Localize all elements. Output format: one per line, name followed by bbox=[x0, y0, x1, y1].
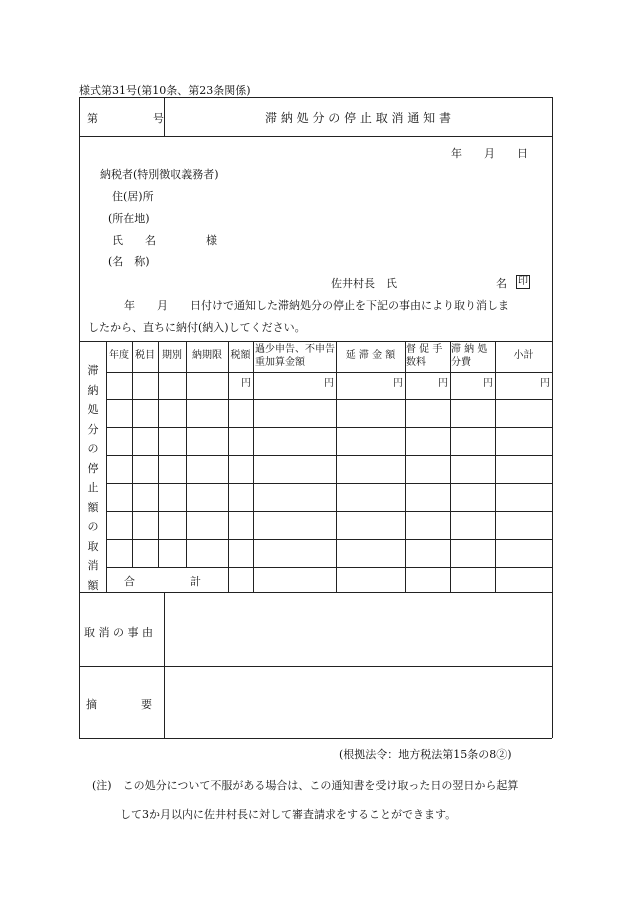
seal-text: 印 bbox=[518, 276, 528, 287]
side-label-char: 止 bbox=[87, 481, 99, 494]
side-label-char: 納 bbox=[87, 383, 99, 397]
side-label-char: 取 bbox=[87, 539, 99, 553]
name-label: 氏 名 bbox=[112, 234, 156, 247]
col-header-tax-item: 税目 bbox=[135, 350, 155, 361]
yen-unit: 円 bbox=[241, 378, 251, 389]
issuer-name-suffix: 名 bbox=[496, 277, 507, 290]
number-label: 第 号 bbox=[87, 112, 164, 125]
col-header-due-date: 納期限 bbox=[192, 350, 222, 361]
yen-unit: 円 bbox=[324, 378, 334, 389]
location-label: (所在地) bbox=[108, 212, 150, 225]
side-label-char: 消 bbox=[87, 559, 99, 572]
notice-line-2: したから、直ちに納付(納入)してください。 bbox=[88, 321, 306, 334]
total-label: 合 計 bbox=[124, 575, 201, 588]
side-label-char: の bbox=[87, 520, 99, 533]
side-label-char: 額 bbox=[87, 500, 99, 514]
legal-basis: (根拠法令：地方税法第15条の8②) bbox=[339, 748, 512, 761]
col-header-penalty: 過少申告、不申告重加算金額 bbox=[255, 344, 335, 368]
yen-unit: 円 bbox=[483, 378, 493, 389]
col-header-year: 年度 bbox=[109, 350, 129, 361]
form-number: 様式第31号(第10条、第23条関係) bbox=[79, 84, 251, 97]
col-header-period: 期別 bbox=[162, 350, 182, 361]
side-label-char: 分 bbox=[87, 422, 99, 436]
col-header-tax-amount: 税額 bbox=[230, 350, 251, 361]
side-label-char: 停 bbox=[87, 461, 99, 475]
col-header-subtotal: 小計 bbox=[513, 350, 534, 361]
issuer-title: 佐井村長 氏 bbox=[331, 277, 397, 290]
side-label-char: 額 bbox=[87, 578, 99, 592]
page-title: 滞 納 処 分 の 停 止 取 消 通 知 書 bbox=[265, 111, 451, 125]
yen-unit: 円 bbox=[393, 378, 403, 389]
address-label: 住(居)所 bbox=[112, 190, 154, 203]
date-label: 年 月 日 bbox=[451, 147, 528, 160]
side-label-char: 処 bbox=[87, 403, 99, 416]
note-line-2: して3か月以内に佐井村長に対して審査請求をすることができます。 bbox=[120, 808, 457, 821]
col-header-delinquency: 延 滞 金 額 bbox=[345, 350, 396, 361]
reason-label: 取 消 の 事 由 bbox=[84, 626, 153, 639]
seal-mark bbox=[516, 274, 530, 289]
yen-unit: 円 bbox=[540, 378, 550, 389]
yen-unit: 円 bbox=[438, 378, 448, 389]
summary-label: 摘 要 bbox=[86, 698, 152, 711]
side-label-char: の bbox=[87, 442, 99, 455]
col-header-dunning-fee: 督 促 手数料 bbox=[406, 344, 443, 368]
corp-name-label: (名 称) bbox=[108, 255, 150, 268]
taxpayer-label: 納税者(特別徴収義務者) bbox=[100, 168, 219, 181]
col-header-disposition-cost: 滞 納 処分費 bbox=[451, 344, 488, 368]
sama-label: 様 bbox=[206, 234, 217, 247]
note-line-1: (注) この処分について不服がある場合は、この通知書を受け取った日の翌日から起算 bbox=[92, 779, 519, 792]
notice-line-1: 年 月 日付けで通知した滞納処分の停止を下記の事由により取り消しま bbox=[124, 299, 509, 312]
side-label-char: 滞 bbox=[87, 364, 99, 377]
